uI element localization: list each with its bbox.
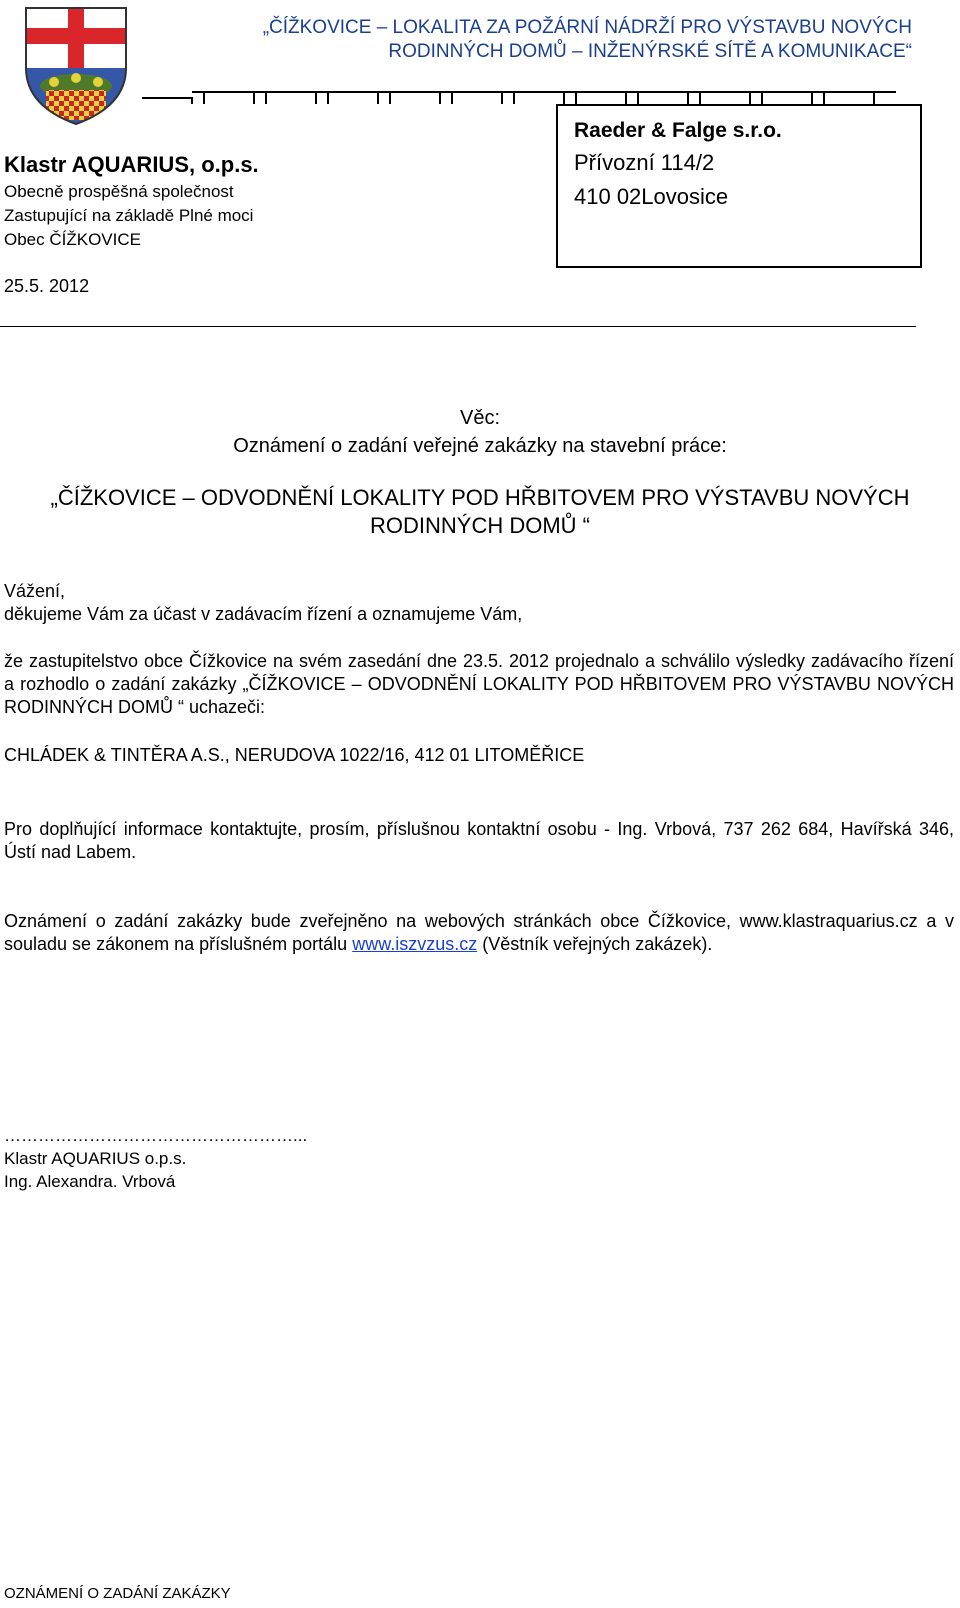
thanks-line: děkujeme Vám za účast v zadávacím řízení a oznamujeme Vám, bbox=[4, 604, 523, 624]
greeting: Vážení, bbox=[4, 581, 66, 601]
sender-organization: Klastr AQUARIUS, o.p.s. bbox=[4, 152, 259, 177]
subject-title: Oznámení o zadání veřejné zakázky na stavební práce: bbox=[233, 435, 727, 457]
winning-contractor: CHLÁDEK & TINTĚRA A.S., NERUDOVA 1022/16, 412 01 LITOMĚŘICE bbox=[4, 745, 585, 765]
subject-heading: Věc: bbox=[459, 407, 501, 429]
contact-paragraph: Pro doplňující informace kontaktujte, prosím, příslušnou kontaktní osobu - Ing. Vrbová, 737 262 684, Havířská 346, Ústí nad Labem. bbox=[4, 819, 954, 862]
subject-project-line-2: RODINNÝCH DOMŮ “ bbox=[370, 513, 590, 538]
sender-line-3: Obec ČÍŽKOVICE bbox=[4, 230, 141, 249]
sender-line-2: Zastupující na základě Plné moci bbox=[4, 206, 254, 225]
subject-project-name bbox=[0, 484, 960, 540]
recipient-address-box bbox=[556, 104, 922, 268]
page-footer: OZNÁMENÍ O ZADÁNÍ ZAKÁZKY bbox=[4, 1585, 231, 1602]
horizontal-rule bbox=[0, 326, 916, 327]
sender-line-1: Obecně prospěšná společnost bbox=[4, 182, 234, 201]
publication-text-before: Oznámení o zadání zakázky bude zveřejněno na webových stránkách obce Čížkovice, www.klastraquarius.cz a v souladu se zákonem na příslušném portálu bbox=[4, 911, 954, 954]
signature-name: Ing. Alexandra. Vrbová bbox=[4, 1172, 176, 1191]
signature-organization: Klastr AQUARIUS o.p.s. bbox=[4, 1149, 187, 1168]
letter-date: 25.5. 2012 bbox=[4, 276, 90, 296]
publication-paragraph bbox=[4, 910, 954, 956]
municipal-coat-of-arms-logo bbox=[24, 6, 128, 126]
signature-dots: ……………………………………………... bbox=[4, 1126, 308, 1145]
recipient-city: 410 02Lovosice bbox=[574, 184, 729, 209]
project-title bbox=[140, 16, 912, 64]
project-title-line-1: „ČÍŽKOVICE – LOKALITA ZA POŽÁRNÍ NÁDRŽÍ PRO VÝSTAVBU NOVÝCH bbox=[262, 17, 912, 38]
signature-block bbox=[4, 1124, 307, 1193]
recipient-name: Raeder & Falge s.r.o. bbox=[574, 119, 782, 142]
portal-link[interactable]: www.iszvzus.cz bbox=[352, 934, 478, 954]
recipient-street: Přívozní 114/2 bbox=[574, 150, 715, 175]
subject-project-line-1: „ČÍŽKOVICE – ODVODNĚNÍ LOKALITY POD HŘBITOVEM PRO VÝSTAVBU NOVÝCH bbox=[50, 485, 910, 510]
project-title-line-2: RODINNÝCH DOMŮ – INŽENÝRSKÉ SÍTĚ A KOMUNIKACE“ bbox=[388, 41, 912, 62]
sender-block bbox=[4, 150, 524, 252]
publication-text-after: (Věstník veřejných zakázek). bbox=[477, 934, 713, 954]
decision-paragraph: že zastupitelstvo obce Čížkovice na svém zasedání dne 23.5. 2012 projednalo a schválilo výsledky zadávacího řízení a rozhodlo o zadání zakázky „ČÍŽKOVICE – ODVODNĚNÍ LOKALITY POD HŘBITOVEM PRO VÝSTAVBU NOVÝCH RODINNÝCH DOMŮ “ uchazeči: bbox=[4, 651, 954, 717]
